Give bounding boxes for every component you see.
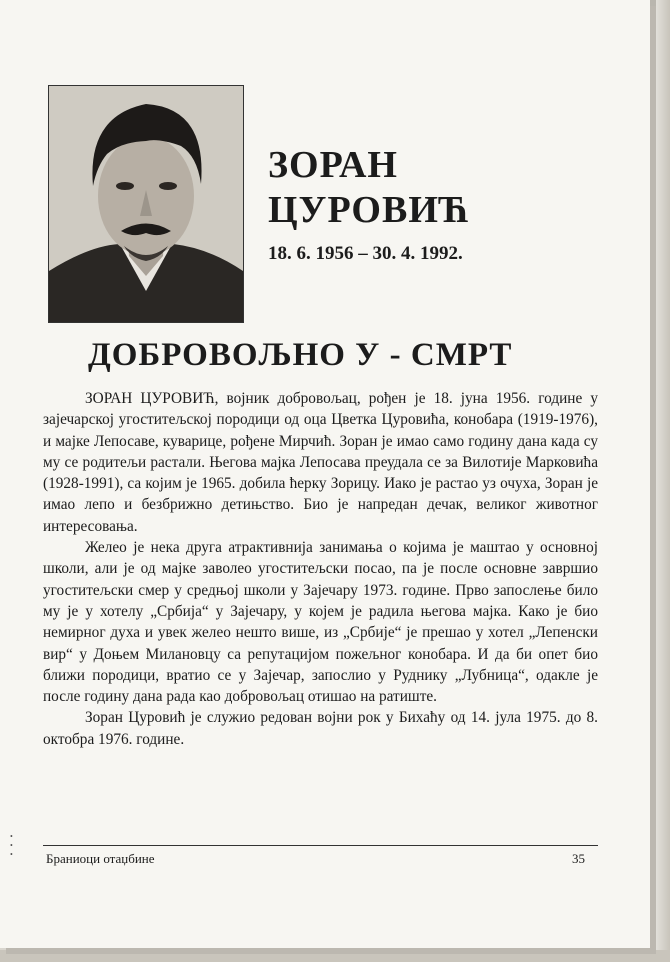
last-name: ЦУРОВИЋ: [268, 189, 471, 231]
scan-edge: [0, 950, 670, 962]
footer-divider: [43, 845, 598, 846]
paragraph: Желео је нека друга атрактивнија занимања о којима је маштао у основној школи, али је од мајке заволео угоститељски посао, па је после основне завршио угоститељски смер у средњој школи у Зајечару 1973. године. Прво запослење било му је у хотелу „Србија“ у Зајечару, у којем је радила његова мајка. Како је био немирног духа и увек желео нешто више, из „Србије“ је прешао у хотел „Лепенски вир“ у Доњем Милановцу са репутацијом пожељног конобара. И да би опет био ближи породици, вратио се у Зајечар, запослио у Руднику „Лубница“, одакле је после годину дана рада као добровољац отишао на ратиште.: [43, 539, 598, 706]
paragraph: Зоран Цуровић је служио редован војни рок у Бихаћу од 14. јула 1975. до 8. октобра 1976. године.: [43, 709, 598, 748]
paragraph: ЗОРАН ЦУРОВИЋ, војник добровољац, рођен је 18. јуна 1956. године у зајечарској угоститељској породици од оца Цветка Цуровића, конобара (1919-1976), и мајке Лепосаве, куварице, рођене Мирчић. Зоран је имао само годину дана када су му се родитељи растали. Његова мајка Лепосава преудала се за Вилотије Марковића (1928-1991), са којим је 1965. добила ћерку Зорицу. Иако је растао уз очуха, Зоран је имао лепо и безбрижно детињство. Био је напредан дечак, великог животног интересовања.: [43, 390, 598, 535]
life-dates: 18. 6. 1956 – 30. 4. 1992.: [268, 243, 463, 264]
chapter-heading: ДОБРОВОЉНО У - СМРТ: [88, 337, 513, 373]
scan-marks: • • •: [10, 832, 13, 859]
person-name: [268, 143, 470, 233]
portrait-photo: [48, 85, 244, 323]
running-footer: Браниоци отаџбине: [46, 851, 155, 866]
scan-edge: [656, 0, 670, 962]
first-name: ЗОРАН: [268, 144, 398, 186]
page-number: 35: [572, 851, 585, 866]
portrait-image: [49, 86, 243, 322]
body-text: [43, 388, 598, 750]
